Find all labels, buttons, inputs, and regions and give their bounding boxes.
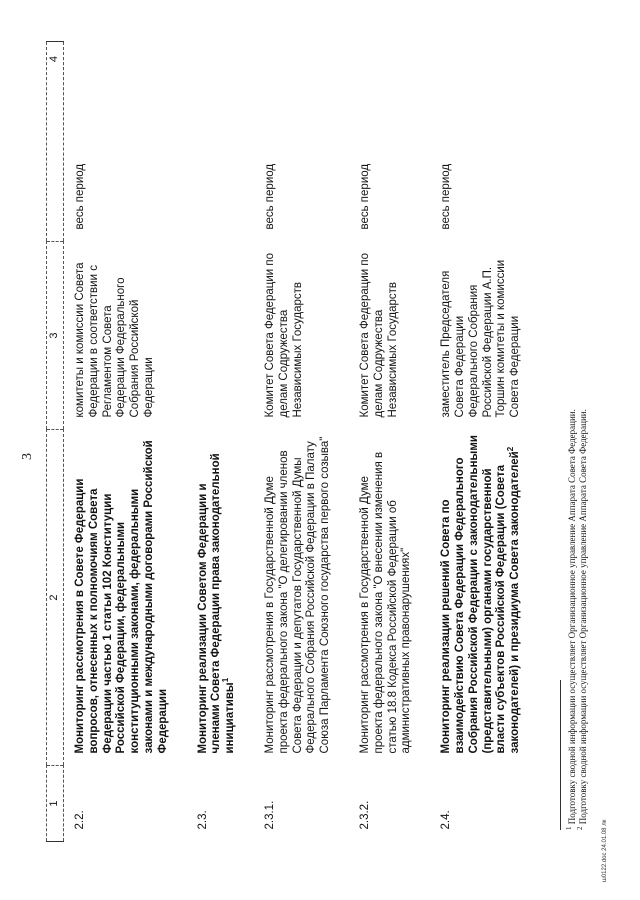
footnote-ref: 1: [221, 677, 231, 683]
row-activity: [349, 430, 430, 766]
row-number: 2.4.: [440, 810, 453, 830]
row-period: [187, 42, 254, 242]
table-row: [64, 42, 187, 842]
header-col-4: 4: [47, 42, 64, 242]
row-number: 2.3.: [196, 810, 209, 830]
table-row: [430, 42, 539, 842]
table-row: [187, 42, 254, 842]
row-responsible: заместитель Председателя Совета Федерации Федерального Собрания Российской Федерации А.П. Торшин комитеты и комиссии Совета Федерации: [440, 259, 522, 418]
row-number: 2.3.2.: [358, 800, 371, 830]
footnote: [578, 30, 589, 830]
footnotes: [560, 30, 590, 830]
footnote-text: Подготовку сводной информации осуществляет Организационное управление Аппарата Совета Федерации.: [578, 409, 589, 825]
row-number: 2.3.1.: [263, 800, 276, 830]
row-responsible: Комитет Совета Федерации по делам Содружества Независимых Государств: [358, 253, 399, 418]
row-activity: [430, 430, 539, 766]
row-responsible: комитеты и комиссии Совета Федерации в соответствии с Регламентом Совета Федерации Федерального Собрания Российской Федерации: [74, 262, 155, 418]
row-responsible: Комитет Совета Федерации по делам Содружества Независимых Государств: [263, 253, 304, 418]
row-number: 2.2.: [74, 810, 86, 830]
header-col-2: 2: [47, 430, 64, 766]
row-activity-text: Мониторинг рассмотрения в Государственной Думе проекта федерального закона "О внесении изменения в статью 18.8 Кодекса Российской Федерации об административных правонарушениях": [358, 451, 413, 754]
row-activity: [254, 430, 349, 766]
row-period: весь период: [263, 163, 276, 230]
footnote-rule: [560, 680, 561, 830]
row-responsible: [187, 242, 254, 430]
row-period: весь период: [440, 163, 453, 230]
plan-table: [46, 41, 539, 842]
footnote-mark: 2: [576, 826, 585, 830]
header-col-1: 1: [47, 766, 64, 842]
table-header-row: [47, 42, 64, 842]
row-activity-text: Мониторинг реализации Советом Федерации и членами Совета Федерации права законодательной инициативы: [196, 453, 237, 754]
footnote-ref: 2: [506, 446, 516, 452]
row-period: весь период: [74, 163, 86, 230]
table-row: [254, 42, 349, 842]
row-activity-text: Мониторинг рассмотрения в Государственной Думе проекта федерального закона "О делегировании членов Совета Федерации и депутатов Государственной Думы Федерального Собрания Российской Федерации в Палату Союза Парламента Союзного государства первого созыва": [263, 436, 332, 754]
page-number: 3: [20, 453, 35, 460]
row-activity: [64, 430, 187, 766]
footnote-mark: 1: [565, 826, 573, 830]
row-activity-text: Мониторинг реализации решений Совета по взаимодействию Совета Федерации Федерального Собрания Российской Федерации с законодательными (представительными) органами государственной власти субъектов Российской Федерации (Совета законодателей) и президиума Совета законодателей: [440, 435, 522, 754]
header-col-3: 3: [47, 242, 64, 430]
row-activity: [187, 430, 254, 766]
footnote-text: Подготовку сводной информации осуществляет Организационное управление Аппарата Совета Федерации.: [567, 409, 577, 825]
footnote: [567, 30, 578, 830]
document-id: ш0122.doc 24.01.08 лк: [602, 819, 608, 882]
row-activity-text: Мониторинг рассмотрения в Совете Федерации вопросов, отнесенных к полномочиям Совета Федерации частью 1 статьи 102 Конституции Российской Федерации, федеральными конституционными законами, федеральными законами и международными договорами Российской Федерации: [74, 440, 169, 754]
table-row: [349, 42, 430, 842]
row-period: весь период: [358, 163, 371, 230]
